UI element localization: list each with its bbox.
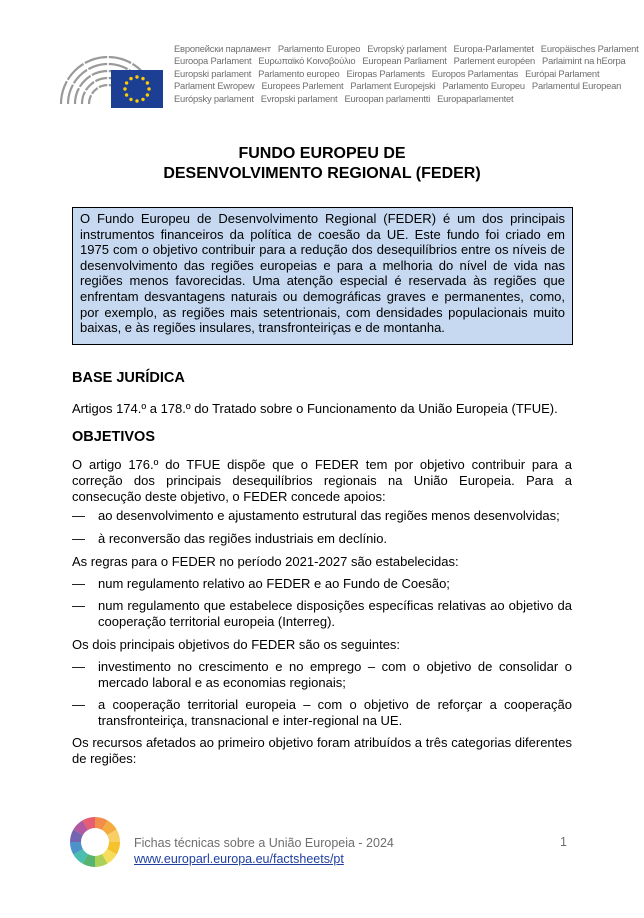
page-header [53,40,639,115]
flag-star [123,87,126,90]
rules-intro: As regras para o FEDER no período 2021-2027 são estabelecidas: [72,554,459,569]
abstract-box: O Fundo Europeu de Desenvolvimento Regional (FEDER) é um dos principais instrumentos financeiros da política de coesão da UE. Este fundo foi criado em 1975 com o objetivo contribuir para a redução dos desequilíbrios entre os níveis de desenvolvimento das regiões europeias e para a melhoria do nível de vida nas regiões menos favorecidas. Uma atenção especial é reservada às regiões que enfrentam desvantagens naturais ou demográficas graves e permanentes, como, por exemplo, as regiões mais setentrionais, com densidades populacionais muito baixas, e às regiões insulares, transfronteiriças e de montanha. [72,207,573,345]
title-line-1: FUNDO EUROPEU DE [238,145,406,162]
flag-star [146,81,149,84]
names-line: Europski parlament Parlamento europeo Eiropas Parlaments Europos Parlamentas Európai Parlament [174,67,600,79]
flag-star [135,99,138,102]
page-title [0,144,644,184]
dash-bullet: — [72,508,85,523]
footer-link[interactable]: www.europarl.europa.eu/factsheets/pt [134,852,344,866]
parliament-names [174,43,639,105]
dash-bullet: — [72,576,85,591]
flag-star [141,98,144,101]
dash-bullet: — [72,598,85,613]
legal-basis-heading: BASE JURÍDICA [72,370,185,386]
names-line: Euroopa Parlament Ευρωπαϊκό Κοινοβούλιο European Parliament Parlement européen Parlaimint na hEorpa [174,55,626,67]
flag-star [141,77,144,80]
list-item: — investimento no crescimento e no emprego – com o objetivo de consolidar o mercado laboral e as economias regionais; [72,659,572,690]
eu-flag-icon [111,70,163,108]
dash-bullet: — [72,531,85,546]
names-line: Европейски парламент Parlamento Europeo Evropský parlament Europa-Parlamentet Europäisches Parlament [174,43,639,54]
title-line-2: DESENVOLVIMENTO REGIONAL (FEDER) [163,165,481,182]
names-line: Parlament Ewropew Europees Parlement Parlament Europejski Parlamento Europeu Parlamentul European [174,80,622,92]
list-item: — num regulamento que estabelece disposições específicas relativas ao objetivo da cooperação territorial europeia (Interreg). [72,598,572,629]
flag-star [147,87,150,90]
page-number: 1 [560,835,567,849]
list-item: — a cooperação territorial europeia – com o objetivo de reforçar a cooperação transfronteiriça, transnacional e inter-regional na UE. [72,697,572,728]
list-item: — num regulamento relativo ao FEDER e ao Fundo de Coesão; [72,576,450,591]
main-objectives-intro: Os dois principais objetivos do FEDER são os seguintes: [72,637,401,652]
resources-text: Os recursos afetados ao primeiro objetivo foram atribuídos a três categorias diferentes de regiões: [72,735,572,766]
flag-star [125,81,128,84]
legal-basis-text: Artigos 174.º a 178.º do Tratado sobre o Funcionamento da União Europeia (TFUE). [72,401,558,416]
list-item: — ao desenvolvimento e ajustamento estrutural das regiões menos desenvolvidas; [72,508,560,523]
flag-star [135,75,138,78]
names-line: Európsky parlament Evropski parlament Euroopan parlamentti Europaparlamentet [174,92,514,104]
europarl-circle-logo [69,816,121,868]
list-item: — à reconversão das regiões industriais em declínio. [72,531,388,546]
footer-series-title: Fichas técnicas sobre a União Europeia - 2024 [134,836,394,850]
flag-star [125,93,128,96]
flag-star [129,77,132,80]
objectives-intro: O artigo 176.º do TFUE dispõe que o FEDER tem por objetivo contribuir para a correção dos principais desequilíbrios regionais na União Europeia. Para a consecução deste objetivo, o FEDER concede apoios: [72,457,572,504]
dash-bullet: — [72,659,85,674]
flag-star [129,98,132,101]
objectives-heading: OBJETIVOS [72,429,155,445]
dash-bullet: — [72,697,85,712]
flag-star [146,93,149,96]
footer-text [134,835,394,867]
